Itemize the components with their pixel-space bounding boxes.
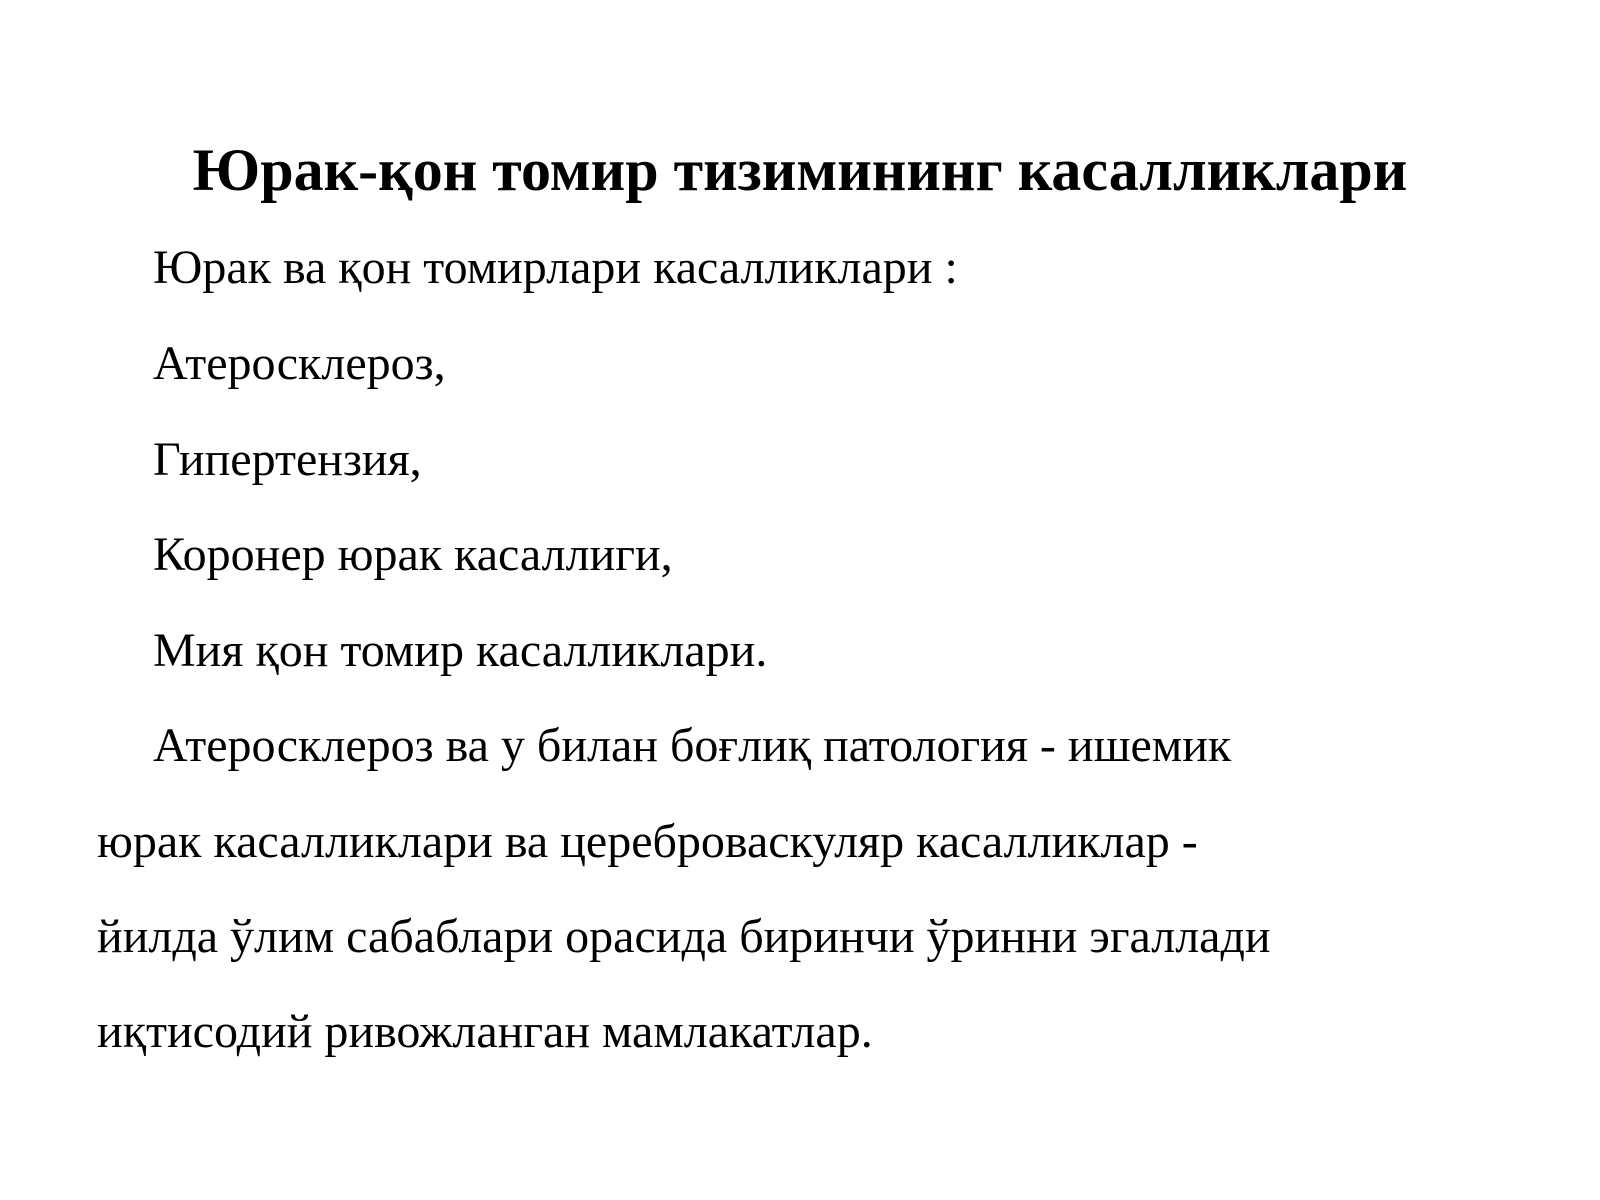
list-item-coronary-disease: Коронер юрак касаллиги, bbox=[153, 528, 673, 581]
intro-line: Юрак ва қон томирлари касалликлари : bbox=[153, 241, 958, 294]
paragraph-line-1: Атеросклероз ва у билан боғлиқ патология - ишемик bbox=[153, 719, 1232, 772]
list-item-hypertension: Гипертензия, bbox=[153, 433, 422, 486]
paragraph-line-2: юрак касалликлари ва цереброваскуляр касалликлар - bbox=[97, 815, 1198, 868]
paragraph-line-3: йилда ўлим сабаблари орасида биринчи ўринни эгаллади bbox=[97, 910, 1271, 963]
list-item-cerebrovascular-disease: Мия қон томир касалликлари. bbox=[153, 624, 768, 677]
paragraph-line-4: иқтисодий ривожланган мамлакатлар. bbox=[97, 1005, 873, 1058]
slide-title: Юрак-қон томир тизимининг касалликлари bbox=[192, 137, 1408, 203]
list-item-atherosclerosis: Атеросклероз, bbox=[153, 337, 446, 390]
